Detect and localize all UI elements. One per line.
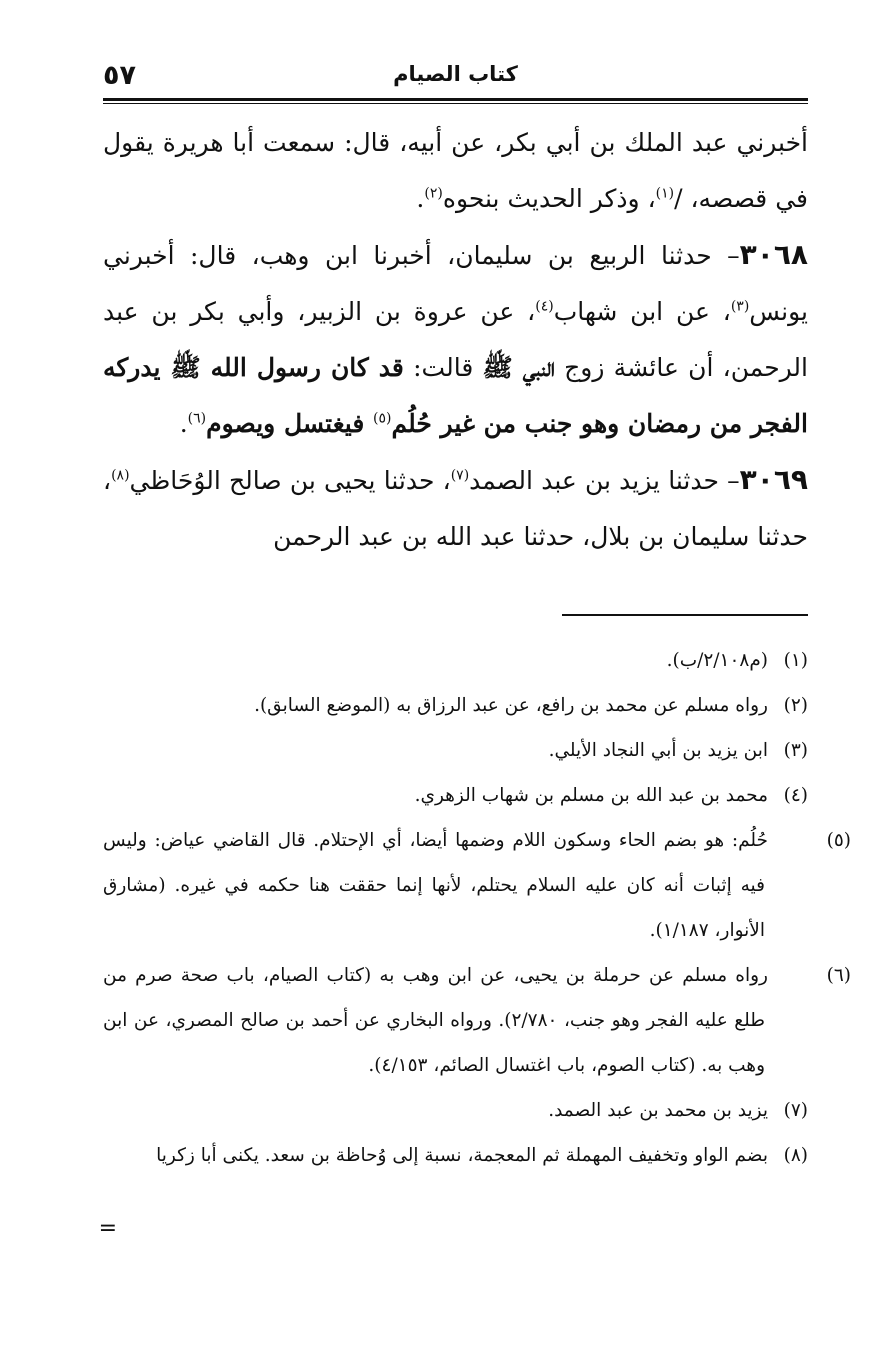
footnote-ref[interactable]: (١): [655, 185, 675, 202]
footnote-separator: [562, 614, 808, 616]
footnote-ref[interactable]: (٤): [535, 298, 554, 315]
footnote-5: (٥)حُلُم: هو بضم الحاء وسكون اللام وضمها أيضا، أي الإحتلام. قال القاضي عياض: وليس فيه إثبات أنه كان عليه السلام يحتلم، لأنها إنما حققت هنا حكمه في غيره. (مشارق الأنوار، ١/١٨٧).: [103, 830, 851, 941]
running-title: كتاب الصيام: [393, 62, 518, 86]
hadith-number: ٣٠٦٩: [739, 463, 808, 496]
footnote-8: (٨)بضم الواو وتخفيف المهملة ثم المعجمة، نسبة إلى وُحاظة بن سعد. يكنى أبا زكريا: [156, 1145, 808, 1166]
footnote-ref[interactable]: (٧): [450, 467, 470, 484]
hadith-number: ٣٠٦٨: [739, 238, 808, 271]
footnote-ref[interactable]: (٢): [424, 185, 443, 202]
footnote-ref[interactable]: (٦): [187, 410, 207, 427]
footnote-ref[interactable]: (٥): [373, 410, 392, 427]
footnotes: [103, 638, 851, 1178]
hadith-3068: ٣٠٦٨– حدثنا الربيع بن سليمان، أخبرنا ابن وهب، قال: أخبرني يونس$^{(٣)}$، عن ابن شهاب$^{(٤)}$، عن عروة بن الزبير، وأبي بكر بن عبد الرحمن، أن عائشة زوج النبي ﷺ قالت: قد كان رسول الله ﷺ يدركه الفجر من رمضان وهو جنب من غير حُلُم$^{(٥)}$ فيغتسل ويصوم$^{(٦)}$.: [103, 238, 808, 438]
hadith-matn: قد كان رسول الله ﷺ يدركه الفجر من رمضان وهو جنب من غير حُلُم: [103, 353, 808, 438]
footnote-ref[interactable]: (٨): [111, 467, 130, 484]
paragraph-continuation: أخبرني عبد الملك بن أبي بكر، عن أبيه، قال: سمعت أبا هريرة يقول في قصصه، /$^{(١)}$، وذكر الحديث بنحوه$^{(٢)}$.: [103, 128, 808, 213]
footnote-1: (١)(م٢/١٠٨/ب).: [666, 650, 808, 671]
footnote-3: (٣)ابن يزيد بن أبي النجاد الأيلي.: [548, 740, 808, 761]
continuation-mark: =: [98, 1216, 117, 1241]
hadith-3069: ٣٠٦٩– حدثنا يزيد بن عبد الصمد$^{(٧)}$، حدثنا يحيى بن صالح الوُحَاظي$^{(٨)}$، حدثنا سليمان بن بلال، حدثنا عبد الله بن عبد الرحمن: [103, 463, 808, 551]
footnote-2: (٢)رواه مسلم عن محمد بن رافع، عن عبد الرزاق به (الموضع السابق).: [254, 695, 808, 716]
footnote-6: (٦)رواه مسلم عن حرملة بن يحيى، عن ابن وهب به (كتاب الصيام، باب صحة صرم من طلع عليه الفجر وهو جنب، ٢/٧٨٠). ورواه البخاري عن أحمد بن صالح المصري، عن ابن وهب به. (كتاب الصوم، باب اغتسال الصائم، ٤/١٥٣).: [103, 965, 851, 1076]
main-text: [103, 115, 808, 565]
page-number: ٥٧: [103, 60, 136, 91]
page-header: [103, 58, 808, 98]
footnote-ref[interactable]: (٣): [730, 298, 750, 315]
footnote-4: (٤)محمد بن عبد الله بن مسلم بن شهاب الزهري.: [414, 785, 808, 806]
header-rule-thick: [103, 98, 808, 101]
footnote-7: (٧)يزيد بن محمد بن عبد الصمد.: [548, 1100, 808, 1121]
header-rule-thin: [103, 103, 808, 104]
